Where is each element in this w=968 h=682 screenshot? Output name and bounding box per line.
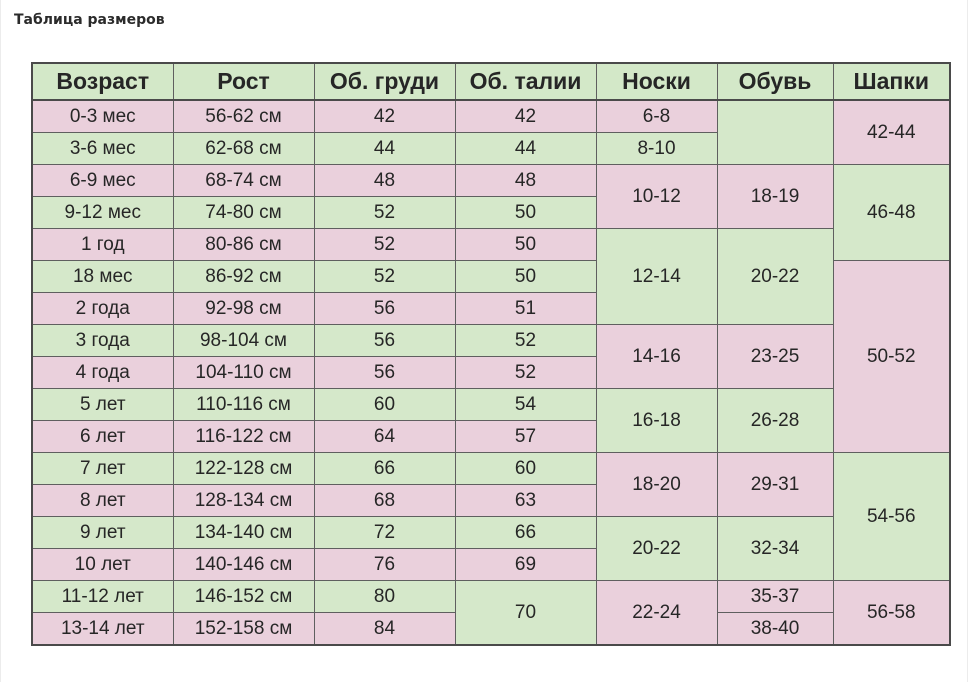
cell-height: 74-80 см bbox=[173, 197, 314, 229]
cell-age: 7 лет bbox=[32, 453, 173, 485]
cell-age: 4 года bbox=[32, 357, 173, 389]
cell-height: 62-68 см bbox=[173, 133, 314, 165]
table-row bbox=[32, 165, 950, 197]
cell-waist: 44 bbox=[455, 133, 596, 165]
cell-hats: 56-58 bbox=[833, 581, 950, 646]
cell-age: 10 лет bbox=[32, 549, 173, 581]
table-row bbox=[32, 325, 950, 357]
cell-chest: 56 bbox=[314, 357, 455, 389]
cell-chest: 42 bbox=[314, 100, 455, 133]
cell-height: 140-146 см bbox=[173, 549, 314, 581]
header-shoes: Обувь bbox=[717, 63, 833, 100]
cell-shoes: 35-37 bbox=[717, 581, 833, 613]
table-row bbox=[32, 517, 950, 549]
cell-chest: 52 bbox=[314, 229, 455, 261]
header-chest: Об. груди bbox=[314, 63, 455, 100]
cell-waist: 54 bbox=[455, 389, 596, 421]
cell-chest: 60 bbox=[314, 389, 455, 421]
cell-hats: 50-52 bbox=[833, 261, 950, 453]
cell-height: 110-116 см bbox=[173, 389, 314, 421]
cell-age: 3-6 мес bbox=[32, 133, 173, 165]
header-height: Рост bbox=[173, 63, 314, 100]
cell-chest: 52 bbox=[314, 197, 455, 229]
cell-shoes: 38-40 bbox=[717, 613, 833, 646]
cell-waist: 50 bbox=[455, 229, 596, 261]
cell-waist: 52 bbox=[455, 325, 596, 357]
cell-shoes: 20-22 bbox=[717, 229, 833, 325]
cell-height: 128-134 см bbox=[173, 485, 314, 517]
cell-age: 2 года bbox=[32, 293, 173, 325]
cell-shoes bbox=[717, 100, 833, 165]
header-waist: Об. талии bbox=[455, 63, 596, 100]
cell-height: 56-62 см bbox=[173, 100, 314, 133]
header-socks: Носки bbox=[596, 63, 717, 100]
cell-age: 13-14 лет bbox=[32, 613, 173, 646]
cell-age: 6 лет bbox=[32, 421, 173, 453]
cell-age: 9 лет bbox=[32, 517, 173, 549]
cell-socks: 22-24 bbox=[596, 581, 717, 646]
cell-socks: 18-20 bbox=[596, 453, 717, 517]
table-row bbox=[32, 229, 950, 261]
cell-waist: 48 bbox=[455, 165, 596, 197]
cell-height: 152-158 см bbox=[173, 613, 314, 646]
cell-waist: 70 bbox=[455, 581, 596, 646]
cell-age: 11-12 лет bbox=[32, 581, 173, 613]
cell-height: 146-152 см bbox=[173, 581, 314, 613]
cell-height: 80-86 см bbox=[173, 229, 314, 261]
cell-height: 98-104 см bbox=[173, 325, 314, 357]
cell-shoes: 29-31 bbox=[717, 453, 833, 517]
cell-chest: 64 bbox=[314, 421, 455, 453]
cell-chest: 56 bbox=[314, 293, 455, 325]
header-hats: Шапки bbox=[833, 63, 950, 100]
cell-age: 5 лет bbox=[32, 389, 173, 421]
cell-shoes: 32-34 bbox=[717, 517, 833, 581]
cell-age: 8 лет bbox=[32, 485, 173, 517]
cell-socks: 14-16 bbox=[596, 325, 717, 389]
cell-socks: 8-10 bbox=[596, 133, 717, 165]
cell-age: 1 год bbox=[32, 229, 173, 261]
table-row bbox=[32, 581, 950, 613]
cell-waist: 60 bbox=[455, 453, 596, 485]
cell-waist: 69 bbox=[455, 549, 596, 581]
frame-left-border bbox=[0, 0, 1, 682]
page-title: Таблица размеров bbox=[14, 12, 165, 28]
cell-chest: 56 bbox=[314, 325, 455, 357]
cell-waist: 52 bbox=[455, 357, 596, 389]
cell-waist: 51 bbox=[455, 293, 596, 325]
cell-chest: 80 bbox=[314, 581, 455, 613]
table-row bbox=[32, 453, 950, 485]
cell-height: 86-92 см bbox=[173, 261, 314, 293]
cell-socks: 6-8 bbox=[596, 100, 717, 133]
cell-age: 3 года bbox=[32, 325, 173, 357]
cell-waist: 57 bbox=[455, 421, 596, 453]
cell-socks: 20-22 bbox=[596, 517, 717, 581]
cell-socks: 12-14 bbox=[596, 229, 717, 325]
cell-chest: 72 bbox=[314, 517, 455, 549]
cell-chest: 84 bbox=[314, 613, 455, 646]
header-age: Возраст bbox=[32, 63, 173, 100]
cell-age: 18 мес bbox=[32, 261, 173, 293]
cell-waist: 66 bbox=[455, 517, 596, 549]
cell-height: 68-74 см bbox=[173, 165, 314, 197]
cell-chest: 44 bbox=[314, 133, 455, 165]
cell-height: 122-128 см bbox=[173, 453, 314, 485]
cell-waist: 50 bbox=[455, 197, 596, 229]
table-header-row bbox=[32, 63, 950, 100]
cell-hats: 54-56 bbox=[833, 453, 950, 581]
cell-chest: 66 bbox=[314, 453, 455, 485]
cell-waist: 63 bbox=[455, 485, 596, 517]
cell-shoes: 26-28 bbox=[717, 389, 833, 453]
cell-age: 6-9 мес bbox=[32, 165, 173, 197]
cell-chest: 76 bbox=[314, 549, 455, 581]
cell-height: 134-140 см bbox=[173, 517, 314, 549]
cell-waist: 42 bbox=[455, 100, 596, 133]
cell-age: 9-12 мес bbox=[32, 197, 173, 229]
cell-waist: 50 bbox=[455, 261, 596, 293]
cell-socks: 16-18 bbox=[596, 389, 717, 453]
cell-age: 0-3 мес bbox=[32, 100, 173, 133]
cell-shoes: 18-19 bbox=[717, 165, 833, 229]
cell-height: 104-110 см bbox=[173, 357, 314, 389]
size-chart-table bbox=[31, 62, 951, 646]
table-row bbox=[32, 389, 950, 421]
cell-socks: 10-12 bbox=[596, 165, 717, 229]
cell-hats: 46-48 bbox=[833, 165, 950, 261]
cell-chest: 52 bbox=[314, 261, 455, 293]
cell-shoes: 23-25 bbox=[717, 325, 833, 389]
cell-height: 92-98 см bbox=[173, 293, 314, 325]
table-row bbox=[32, 100, 950, 133]
cell-hats: 42-44 bbox=[833, 100, 950, 165]
cell-chest: 48 bbox=[314, 165, 455, 197]
cell-height: 116-122 см bbox=[173, 421, 314, 453]
cell-chest: 68 bbox=[314, 485, 455, 517]
